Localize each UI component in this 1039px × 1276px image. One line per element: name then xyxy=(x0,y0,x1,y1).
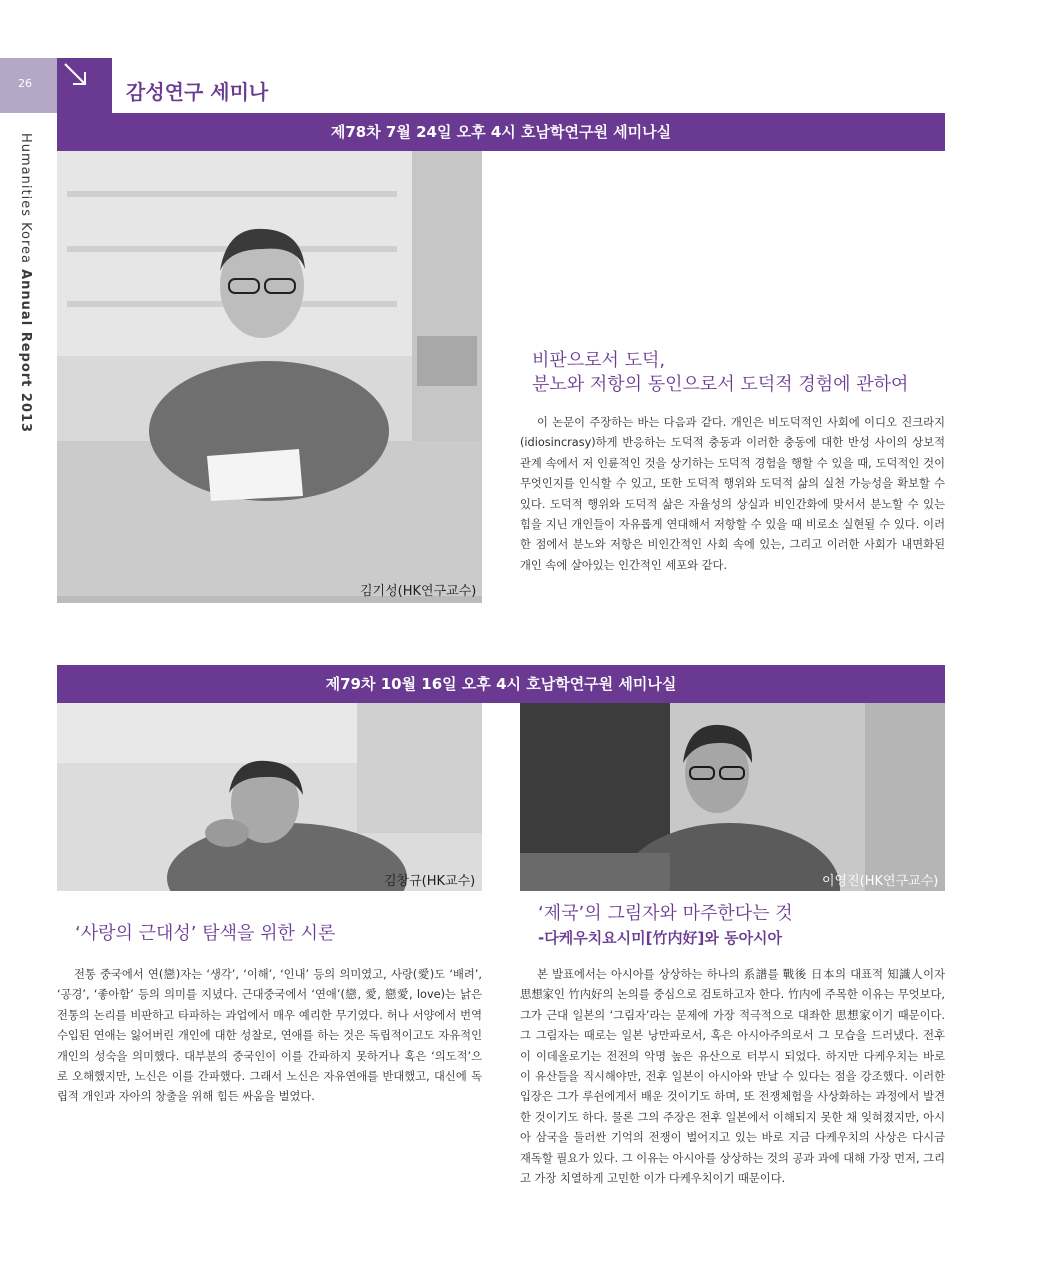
photo-caption-kim-changgyu: 김창규(HK교수) xyxy=(384,874,476,889)
photo-caption-kim-giseong: 김기성(HK연구교수) xyxy=(360,584,477,599)
photo-lee-youngjin xyxy=(520,703,945,891)
seminar-79-right-title-line2: -다케우치요시미[竹内好]와 동아시아 xyxy=(538,929,783,947)
seminar-79-right-title-line1: ‘제국’의 그림자와 마주한다는 것 xyxy=(538,903,793,924)
photo-kim-changgyu xyxy=(57,703,482,891)
seminar-79-left-abstract: 전통 중국에서 연(戀)자는 ‘생각’, ‘이해’, ‘인내’ 등의 의미였고, 사랑(愛)도 ‘배려’, ‘공경’, ‘좋아함’ 등의 의미를 지녔다. 근대중국에서 ‘연애’(戀, 愛, 戀愛, love)는 낡은 전통의 논리를 비판하고 타파하는 과업에서 매우 예리한 무기였다. 허나 서양에서 번역 수입된 연애는 잃어버린 개인에 대한 성찰로, 연애를 하는 것은 독립적이고도 자유적인 개인의 성숙을 의미했다. 대부분의 중국인이 이를 간파하지 못하거나 혹은 ‘의도적’으로 오해했지만, 노신은 이를 간파했다. 그래서 노신은 자유연애를 반대했고, 대신에 독립적 개인과 자아의 창출을 위해 힘든 싸움을 벌였다. xyxy=(57,968,482,1104)
side-title-bold: Annual Report 2013 xyxy=(18,269,33,434)
page-number: 26 xyxy=(18,77,32,90)
photo-kim-giseong xyxy=(57,151,482,603)
seminar-78-abstract: 이 논문이 주장하는 바는 다음과 같다. 개인은 비도덕적인 사회에 이디오 진크라지(idiosincrasy)하게 반응하는 도덕적 충동과 이러한 충동에 대한 반성 사이의 상보적 관계 속에서 저 인륜적인 것을 상기하는 도덕적 경험을 행할 수 있을 때, 도덕적인 것이 무엇인지를 인식할 수 있고, 또한 도덕적 행위와 도덕적 삶의 실천 가능성을 확보할 수 있다. 도덕적 행위와 도덕적 삶은 자율성의 상실과 비인간화에 맞서서 분노할 수 있는 힘을 지닌 개인들이 자유롭게 연대해서 저항할 수 있을 때 비로소 실현될 수 있다. 이러한 점에서 분노와 저항은 비인간적인 사회 속에 있는, 그리고 이러한 사회가 내면화된 개인 속에 살아있는 인간적인 세포와 같다. xyxy=(520,416,945,572)
seminar-79-left-title: ‘사랑의 근대성’ 탐색을 위한 시론 xyxy=(75,923,336,944)
seminar-78-band: 제78차 7월 24일 오후 4시 호남학연구원 세미나실 xyxy=(57,113,945,151)
seminar-78-title xyxy=(532,349,908,397)
seminar-79-band: 제79차 10월 16일 오후 4시 호남학연구원 세미나실 xyxy=(57,665,945,703)
section-arrow-box xyxy=(57,58,112,113)
arrow-down-right-icon xyxy=(61,60,91,90)
seminar-78-title-line2: 분노와 저항의 동인으로서 도덕적 경험에 관하여 xyxy=(532,374,909,395)
seminar-78-title-line1: 비판으로서 도덕, xyxy=(532,350,666,371)
side-running-title xyxy=(18,133,33,433)
section-title: 감성연구 세미나 xyxy=(126,80,269,104)
seminar-79-right-title xyxy=(538,902,793,950)
photo-caption-lee-youngjin: 이영진(HK연구교수) xyxy=(822,874,939,889)
seminar-79-right-abstract: 본 발표에서는 아시아를 상상하는 하나의 系譜를 戰後 日本의 대표적 知識人이자 思想家인 竹内好의 논의를 중심으로 검토하고자 한다. 竹内에 주목한 이유는 무엇보다, 그가 근대 일본의 ‘그림자’라는 문제에 가장 적극적으로 대좌한 思想家이기 때문이다. 그 그림자는 때로는 일본 낭만파로서, 혹은 아시아주의로서 그 모습을 드러냈다. 전후 이 이데올로기는 전전의 악명 높은 유산으로 터부시 되었다. 하지만 다케우치는 바로 이 유산들을 직시해야만, 전후 일본이 아시아와 만날 수 있다는 점을 강조했다. 이러한 입장은 그가 루쉰에게서 배운 것이기도 하며, 또 전쟁체험을 사상화하는 과정에서 발견한 것이기도 하다. 물론 그의 주장은 전후 일본에서 이해되지 못한 채 잊혀졌지만, 아시아 삼국을 둘러싼 기억의 전쟁이 벌어지고 있는 바로 지금 다케우치의 사상은 다시금 재독할 필요가 있다. 그 이유는 아시아를 상상하는 것의 공과 과에 대해 가장 먼저, 그리고 가장 치열하게 고민한 이가 다케우치이기 때문이다. xyxy=(520,968,945,1186)
side-title-light: Humanities Korea xyxy=(18,133,33,270)
